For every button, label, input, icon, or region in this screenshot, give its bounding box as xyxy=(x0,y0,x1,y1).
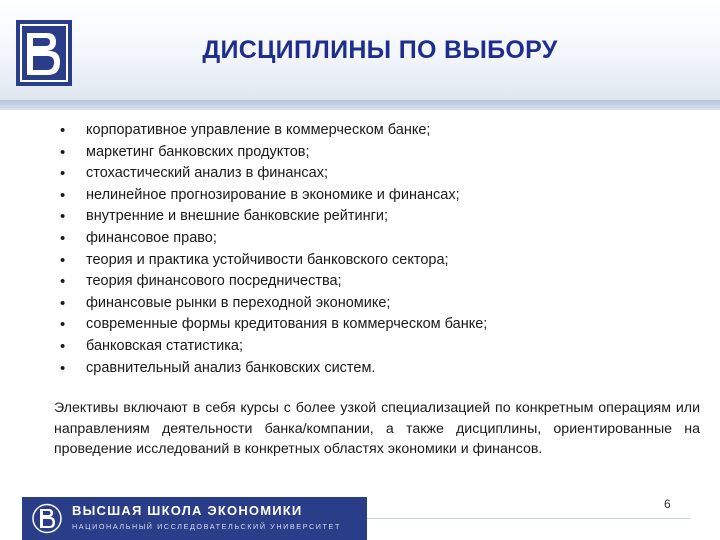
list-item-text: банковская статистика; xyxy=(86,337,243,354)
bullet-icon: • xyxy=(60,143,66,161)
list-item-text: корпоративное управление в коммерческом банке; xyxy=(86,122,431,138)
bullet-icon: • xyxy=(60,251,66,269)
bullet-icon: • xyxy=(60,122,66,139)
list-item xyxy=(56,228,696,250)
list-item-text: теория и практика устойчивости банковского сектора; xyxy=(86,251,449,268)
list-item-text: финансовое право; xyxy=(86,229,217,246)
slide-title: ДИСЦИПЛИНЫ ПО ВЫБОРУ xyxy=(202,36,558,64)
bullet-icon: • xyxy=(60,208,66,226)
bullet-icon: • xyxy=(60,337,66,355)
list-item xyxy=(56,271,696,293)
list-item-text: нелинейное прогнозирование в экономике и финансах; xyxy=(86,186,460,203)
list-item xyxy=(56,185,696,207)
bullet-icon: • xyxy=(60,359,66,377)
bullet-icon: • xyxy=(60,294,66,312)
list-item xyxy=(56,336,696,358)
list-item xyxy=(56,142,696,164)
list-item xyxy=(56,163,696,185)
list-item-text: внутренние и внешние банковские рейтинги; xyxy=(86,208,389,225)
bullet-icon: • xyxy=(60,186,66,204)
footer-rule xyxy=(367,518,690,519)
bullet-icon: • xyxy=(60,165,66,183)
list-item-text: современные формы кредитования в коммерческом банке; xyxy=(86,316,488,333)
list-item xyxy=(56,314,696,336)
electives-description: Элективы включают в себя курсы с более узкой специализацией по конкретным операциям или направлениям деятельности банка/компании, а также дисциплины, ориентированные на проведение исследований в конкретных областях экономики и финансов. xyxy=(54,400,700,457)
page-number: 6 xyxy=(664,497,671,511)
list-item xyxy=(56,206,696,228)
footer-university-name: ВЫСШАЯ ШКОЛА ЭКОНОМИКИ xyxy=(72,503,303,518)
bullet-icon: • xyxy=(60,273,66,291)
electives-list xyxy=(56,120,696,379)
hse-logo-icon xyxy=(16,20,72,86)
list-item-text: сравнительный анализ банковских систем. xyxy=(86,359,376,376)
footer-banner xyxy=(22,497,367,540)
list-item xyxy=(56,120,696,142)
bullet-icon: • xyxy=(60,229,66,247)
list-item-text: финансовые рынки в переходной экономике; xyxy=(86,294,391,311)
list-item xyxy=(56,293,696,315)
list-item-text: теория финансового посредничества; xyxy=(86,273,342,290)
list-item xyxy=(56,358,696,380)
hse-footer-logo-icon xyxy=(32,502,62,535)
header-divider-bar xyxy=(0,100,720,110)
list-item-text: маркетинг банковских продуктов; xyxy=(86,143,310,160)
footer-university-subtitle: НАЦИОНАЛЬНЫЙ ИССЛЕДОВАТЕЛЬСКИЙ УНИВЕРСИТЕТ xyxy=(72,522,341,531)
bullet-icon: • xyxy=(60,316,66,334)
list-item-text: стохастический анализ в финансах; xyxy=(86,165,329,182)
list-item xyxy=(56,250,696,272)
